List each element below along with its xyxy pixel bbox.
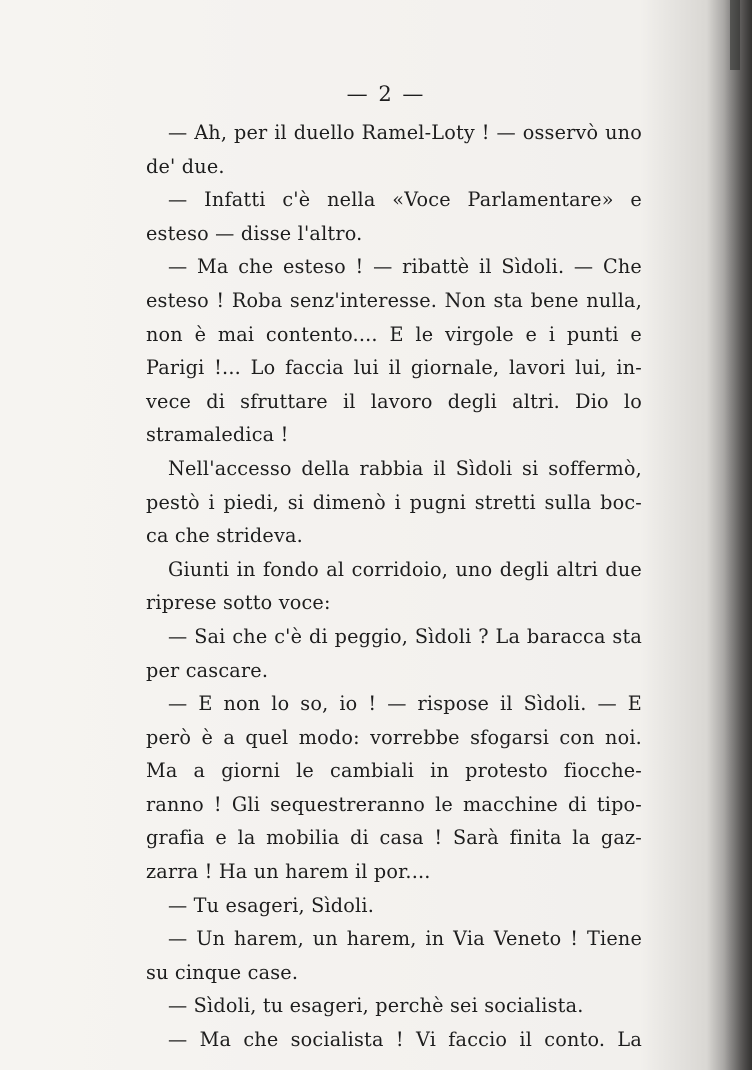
text-line: — Ah, per il duello Ramel-Loty ! — osservò uno [168, 121, 642, 144]
text-line: — Tu esageri, Sìdoli. [168, 893, 375, 917]
text-line: pestò i piedi, si dimenò i pugni stretti sulla boc- [146, 490, 642, 514]
text-line: esteso ! Roba senz'interesse. Non sta bene nulla, [146, 288, 642, 312]
text-line: vece di sfruttare il lavoro degli altri. Dio lo [146, 389, 642, 413]
text-line: ranno ! Gli sequestreranno le macchine di tipo- [146, 792, 642, 816]
text-line: riprese sotto voce: [146, 591, 331, 615]
text-line: Ma a giorni le cambiali in protesto fiocche- [146, 759, 642, 783]
page-number: — 2 — [346, 82, 426, 106]
page-edge-shadow [724, 0, 752, 1070]
text-line: per cascare. [146, 658, 269, 682]
text-line: grafia e la mobilia di casa ! Sarà finita la gaz- [146, 826, 642, 850]
text-line: de' due. [146, 154, 225, 178]
text-line: — Infatti c'è nella «Voce Parlamentare» e [168, 188, 642, 212]
text-line: esteso — disse l'altro. [146, 221, 363, 245]
text-line: Nell'accesso della rabbia il Sìdoli si soffermò, [168, 456, 642, 480]
text-line: non è mai contento.... E le virgole e i punti e [146, 322, 642, 346]
text-line: — Sai che c'è di peggio, Sìdoli ? La baracca sta [168, 624, 642, 648]
text-line: — Un harem, un harem, in Via Veneto ! Tiene [168, 927, 642, 951]
binding-mark [730, 0, 740, 70]
text-line: Giunti in fondo al corridoio, uno degli altri due [168, 557, 642, 581]
text-line: Parigi !... Lo faccia lui il giornale, lavori lui, in- [146, 356, 642, 380]
body-text [146, 116, 642, 1057]
text-line: ca che strideva. [146, 524, 303, 548]
text-line: stramaledica ! [146, 423, 289, 447]
text-line: — E non lo so, io ! — rispose il Sìdoli. — E [168, 692, 642, 716]
text-line: — Ma che esteso ! — ribattè il Sìdoli. — Che [168, 255, 642, 279]
text-line: su cinque case. [146, 960, 299, 984]
text-line: però è a quel modo: vorrebbe sfogarsi con noi. [146, 725, 642, 749]
text-line: zarra ! Ha un harem il por.... [146, 860, 431, 884]
text-line: — Ma che socialista ! Vi faccio il conto. La [168, 1028, 642, 1052]
text-line: — Sìdoli, tu esageri, perchè sei socialista. [168, 994, 584, 1018]
